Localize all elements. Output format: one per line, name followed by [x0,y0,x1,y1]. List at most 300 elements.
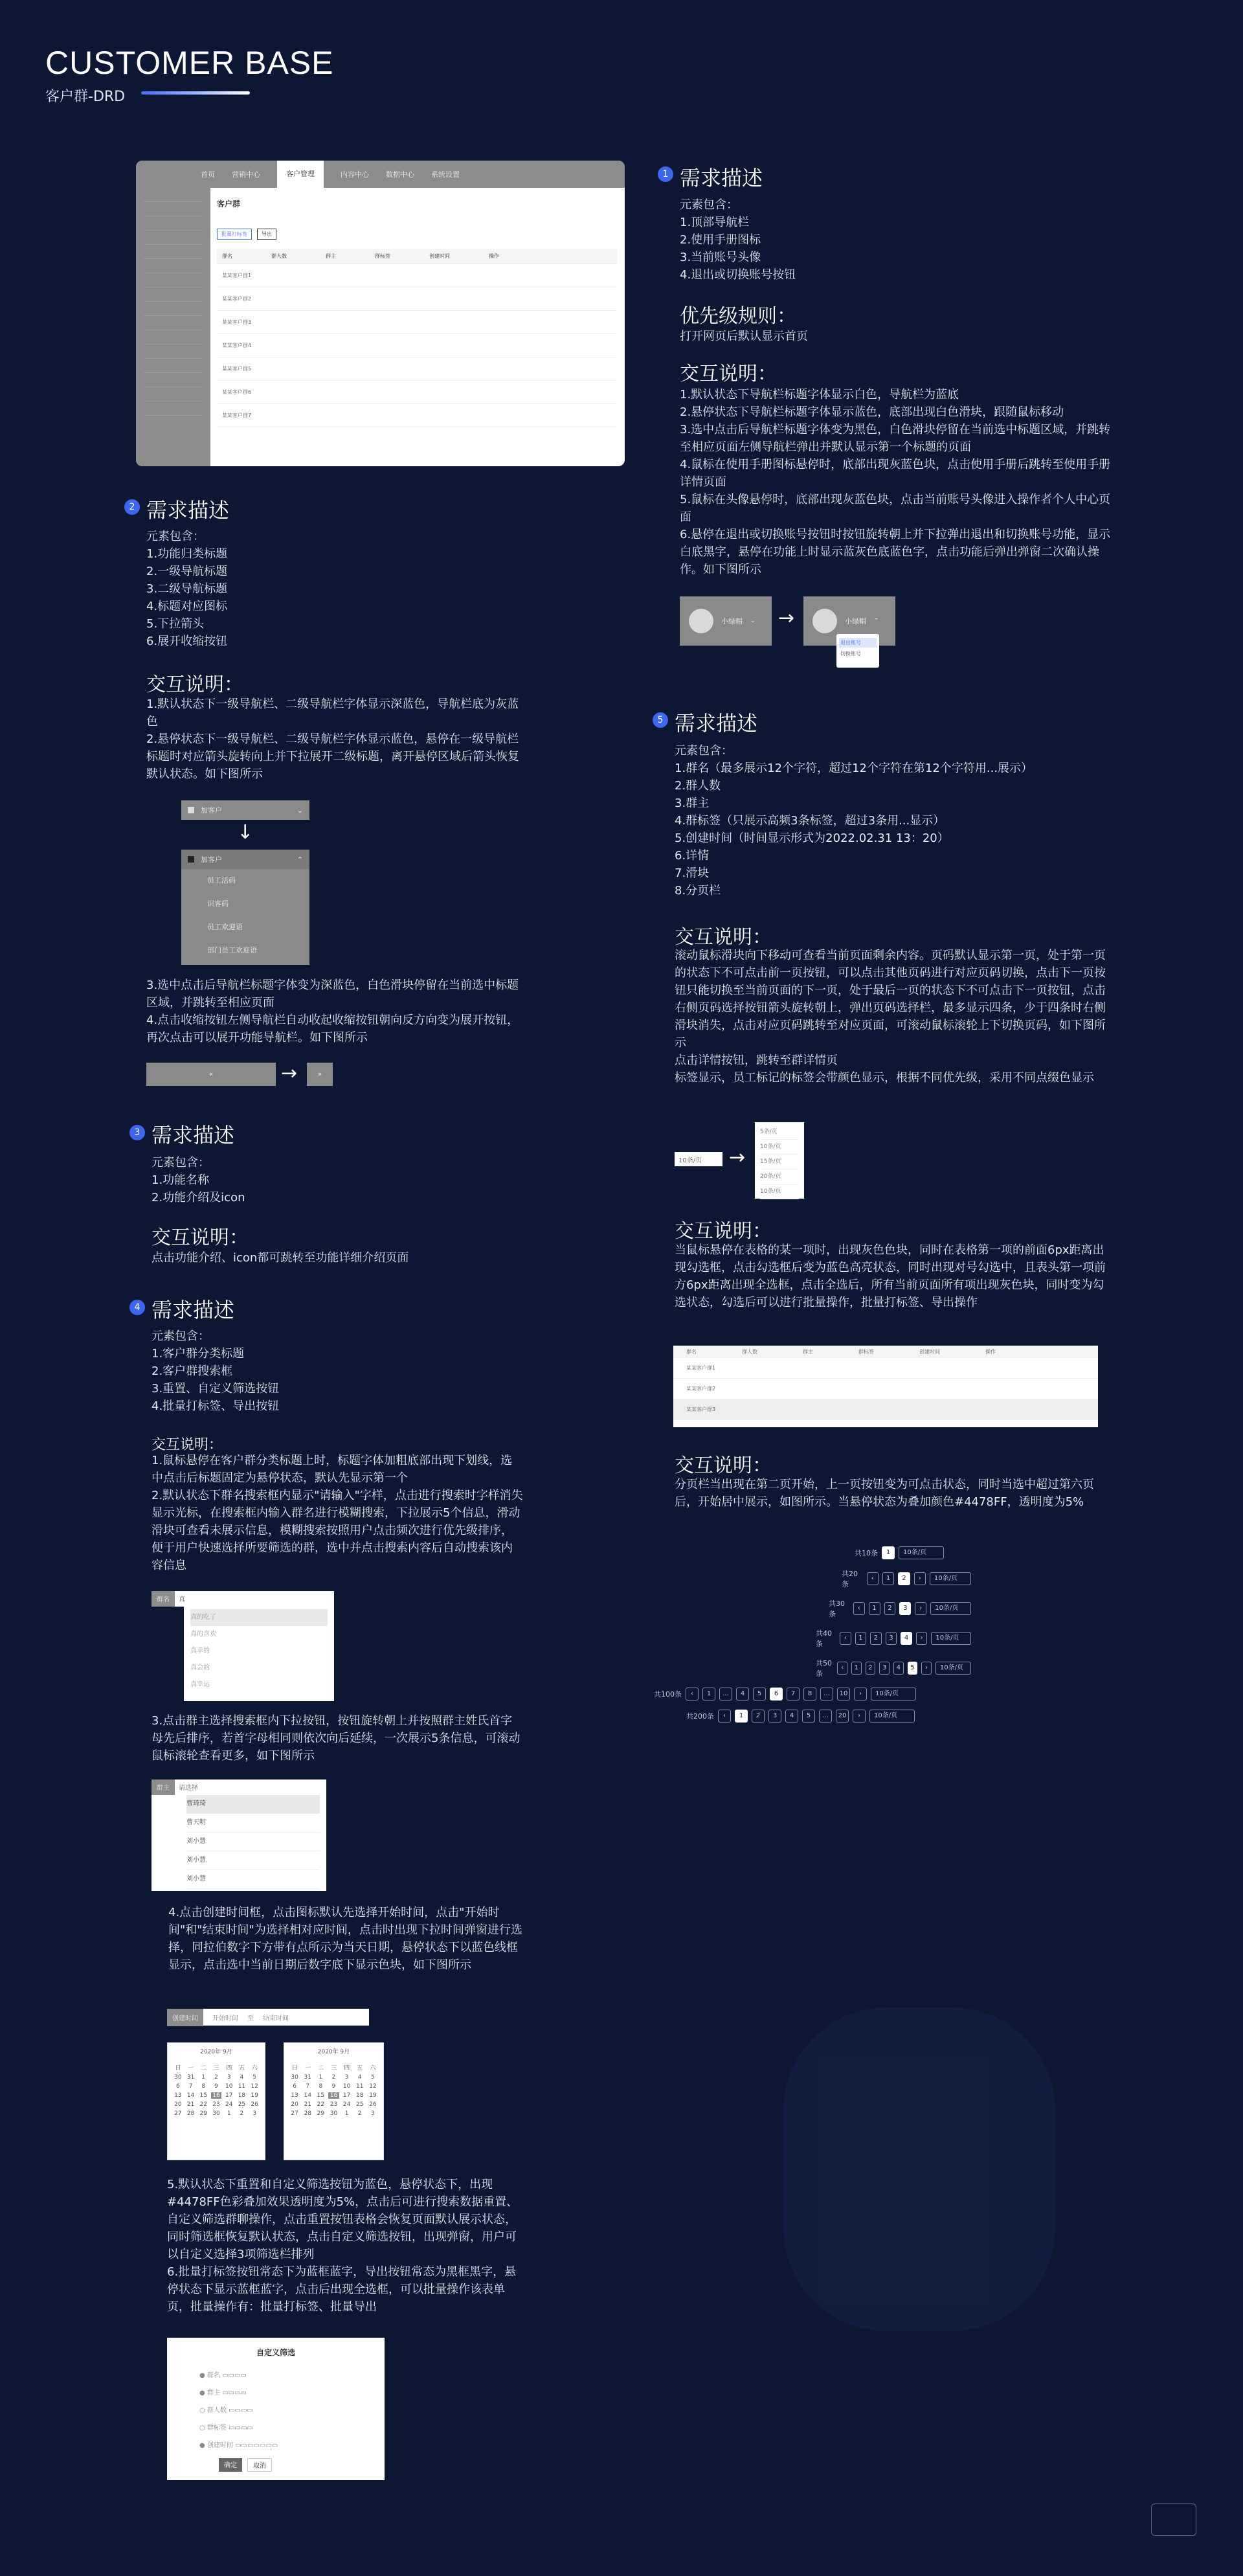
page-size-select[interactable]: 10条/页 [675,1152,722,1166]
column-header: 群人数 [271,253,287,259]
calendar-day[interactable]: 8 [201,2083,206,2090]
calendar-day[interactable]: 1 [344,2110,349,2117]
customer-base-screenshot [136,161,625,466]
pagination [829,1598,971,1619]
total-count: 共40条 [816,1629,832,1648]
calendar-grid [168,2059,265,2121]
export-button[interactable]: 导出 [257,229,276,240]
calendar-day[interactable]: 22 [199,2101,207,2108]
account-menu [836,634,879,668]
calendar-day[interactable]: 21 [304,2101,311,2108]
column-header: 群标签 [858,1349,874,1355]
priority-title: 优先级规则： [680,305,796,328]
interaction-text: 1.默认状态下一级导航栏、二级导航栏字体显示深蓝色，导航栏底为灰蓝色 2.悬停状态下一级导航栏、二级导航栏字体显示蓝色，悬停在一级导航栏标题时对应箭头旋转向上并下拉展开二级标题，离开悬停区域后箭头恢复默认状态。如下图所示 [146,697,519,781]
calendar-day[interactable]: 7 [188,2083,193,2090]
range-separator: 至 [247,2015,254,2022]
section-elements: 元素包含： 1.功能归类标题 2.一级导航标题 3.二级导航标题 4.标题对应图标 5.下拉箭头 6.展开收缩按钮 [146,530,228,648]
search-demo [151,1591,334,1701]
list-item[interactable]: 真的吃了 [190,1609,328,1626]
section-number: 4 [129,1300,145,1315]
owner-label: 群主 [151,1779,175,1795]
chevron-up-icon: ⌃ [297,855,303,864]
weekday-label: 一 [304,2065,311,2072]
next-page-button[interactable]: › [914,1572,926,1585]
section-number: 5 [653,712,668,728]
interaction-text: 1.默认状态下导航栏标题字体显示白色，导航栏为蓝底 2.悬停状态下导航栏标题字体显示蓝色，底部出现白色滑块，跟随鼠标移动 3.选中点击后导航栏标题字体变为黑色，白色滑块停留在当前选中标题区域，并跳转至相应页面左侧导航栏弹出并默认显示第一个标题的页面 4.鼠标在使用手册图标悬停时，底部出现灰蓝色块，点击使用手册后跳转至使用手册详情页面 5.鼠标在头像悬停时，底部出现灰蓝色块，点击当前账号头像进入操作者个人中心页面 6.悬停在退出或切换账号按钮时按钮旋转朝上并下拉弹出退出和切换账号功能，显示白底黑字，悬停在功能上时显示蓝灰色底蓝色字，点击功能后弹出弹窗二次确认操作。如下图所示 [680,388,1111,576]
page-button[interactable]: 3 [879,1662,890,1675]
time-range-input[interactable] [167,2009,369,2026]
page-button[interactable]: 20 [836,1710,849,1723]
confirm-button[interactable]: 确定 [219,2458,242,2472]
column-header: 群主 [803,1349,813,1355]
owner-option[interactable]: 刘小慧 [186,1851,320,1870]
prev-page-button[interactable]: ‹ [686,1688,699,1700]
arrow-down-icon: ↓ [237,821,254,844]
calendar-day[interactable]: 8 [319,2083,323,2090]
page-button[interactable]: 5 [802,1710,815,1723]
table-demo [673,1346,1098,1427]
interaction-title: 交互说明： [675,1220,772,1243]
table-header [217,249,617,264]
calendar-day[interactable]: 9 [331,2083,336,2090]
chevron-down-icon: ⌄ [297,806,303,815]
page-size-option[interactable]: 10条/页 [760,1184,799,1199]
page-title: CUSTOMER BASE [45,45,334,81]
top-nav [136,161,625,188]
calendar-popup [284,2042,384,2160]
page-button[interactable]: 2 [752,1710,765,1723]
page-size-select[interactable]: 10条/页 [871,1688,916,1700]
weekday-label: 三 [213,2065,219,2072]
filter-option[interactable]: ○ 群标签 ▭▭▭▭ [199,2424,253,2432]
batch-tag-button[interactable]: 批量打标签 [217,229,252,240]
calendar-day[interactable]: 6 [293,2083,297,2090]
table-row[interactable] [217,381,617,404]
calendar-day[interactable]: 5 [252,2074,256,2081]
calendar-day[interactable]: 2 [214,2074,218,2081]
page-size-select[interactable]: 10条/页 [899,1546,944,1559]
calendar-day[interactable]: 14 [304,2092,311,2099]
menu-collapsed[interactable] [181,800,309,820]
page-size-select[interactable]: 10条/页 [931,1632,971,1645]
page-button[interactable]: 1 [882,1546,895,1559]
calendar-day[interactable]: 4 [240,2074,244,2081]
section-elements: 元素包含： 1.功能名称 2.功能介绍及icon [151,1156,245,1204]
total-count: 共200条 [686,1712,714,1721]
breadcrumb: 客户群 [217,199,241,209]
menu-item-switch[interactable]: 切换账号 [840,651,861,657]
page-button[interactable]: 2 [866,1662,876,1675]
calendar-day[interactable]: 3 [252,2110,256,2117]
side-nav [136,188,210,466]
chevron-down-icon[interactable]: ⌄ [750,618,756,624]
nav-item[interactable]: 客户管理 [277,161,324,188]
account-name: 小绿帽 [845,617,866,626]
next-page-button[interactable]: › [915,1602,926,1615]
table-row[interactable] [217,288,617,311]
page-button[interactable]: 4 [736,1688,749,1700]
owner-option[interactable]: 曹天明 [186,1814,320,1833]
calendar-day[interactable]: 11 [356,2083,364,2090]
calendar-day[interactable]: 25 [238,2101,246,2108]
calendar-popup [167,2042,265,2160]
section-number: 2 [124,499,140,515]
pagination [654,1688,971,1700]
interaction-text: 滚动鼠标滑块向下移动可查看当前页面剩余内容。页码默认显示第一页，处于第一页的状态下不可点击前一页按钮，可以点击其他页码进行对应页码切换，点击下一页按钮只能切换至当前页面的下一页，处于最后一页的状态下不可点击下一页按钮，点击右侧页码选择按钮箭头旋转朝上，弹出页码选择栏，最多显示四条，少于四条时右侧滑块消失，点击对应页码跳转至对应页面，可滚动鼠标滚轮上下切换页码，如下图所示 点击详情按钮，跳转至群详情页 标签显示，员工标记的标签会带颜色显示，根据不同优先级，采用不同点缀色显示 [675,949,1106,1085]
calendar-day[interactable]: 29 [317,2110,325,2117]
weekday-label: 六 [370,2065,376,2072]
time-end[interactable]: 结束时间 [263,2015,289,2022]
calendar-day[interactable]: 24 [342,2101,351,2108]
menu-item-logout[interactable]: 退出账号 [839,638,877,648]
calendar-day[interactable]: 2 [331,2074,336,2081]
search-input[interactable]: 真 [179,1596,185,1603]
owner-option[interactable]: 刘小慧 [186,1833,320,1851]
section-title: 需求描述 [675,711,758,736]
section-title: 需求描述 [146,498,230,523]
list-item[interactable]: 真会的 [190,1664,210,1671]
calendar-day[interactable]: 20 [174,2101,182,2108]
arrow-right-icon: → [281,1062,298,1085]
column-header: 群人数 [742,1349,757,1355]
weekday-label: 四 [344,2065,350,2072]
owner-option[interactable]: 刘小慧 [186,1870,320,1889]
interaction-title: 交互说明： [146,673,243,696]
interaction-text: 分页栏当出现在第二页开始，上一页按钮变为可点击状态，同时当选中超过第六页后，开始居中展示，如图所示。当悬停状态为叠加颜色#4478FF，透明度为5% [675,1478,1094,1509]
calendar-day[interactable]: 11 [238,2083,246,2090]
group-name: 某某客户群4 [222,343,252,348]
table-row[interactable] [217,334,617,357]
calendar-day[interactable]: 30 [212,2110,220,2117]
submenu-item[interactable]: 部门员工欢迎语 [207,946,257,955]
group-name: 某某客户群3 [686,1407,716,1412]
search-label: 群名 [151,1591,175,1607]
page-button[interactable]: 1 [855,1632,867,1645]
filter-options [167,2367,385,2454]
calendar-day[interactable]: 27 [174,2110,182,2117]
page-button[interactable]: 7 [787,1688,800,1700]
page-button[interactable]: ... [820,1688,833,1700]
section-elements: 元素包含： 1.群名（最多展示12个字符，超过12个字符在第12个字符用...展示） 2.群人数 3.群主 4.群标签（只展示高频3条标签，超过3条用...显示） 5.创建时间（时间显示形式为2022.02.31 13：20） 6.详情 7.滑块 8.分页栏 [675,744,1033,898]
calendar-day[interactable]: 17 [342,2092,351,2099]
next-page-button[interactable]: › [854,1688,867,1700]
filter-option[interactable]: ● 群名 ▭▭▭▭ [199,2372,247,2379]
submenu-item[interactable]: 员工欢迎语 [207,923,243,931]
nav-item[interactable]: 系统设置 [431,170,460,179]
interaction-text: 5.默认状态下重置和自定义筛选按钮为蓝色，悬停状态下，出现#4478FF色彩叠加效果透明度为5%，点击后可进行搜索数据重置、自定义筛选群聊操作，点击重置按钮表格会恢复页面默认展示状态，同时筛选框恢复默认状态，点击自定义筛选按钮，出现弹窗，用户可以自定义选择3项筛选栏排列 6.批量打标签按钮常态下为蓝框蓝字，导出按钮常态为黑框黑字，悬停状态下显示蓝框蓝字，点击后出现全选框，可以批量操作该表单页，批量操作有：批量打标签、批量导出 [167,2178,519,2314]
column-header: 群标签 [375,253,390,259]
weekday-label: 日 [291,2065,298,2072]
weekday-label: 五 [238,2065,245,2072]
column-header: 群名 [222,253,232,259]
page-size-option[interactable]: 20条/页 [760,1169,799,1184]
calendar-day[interactable]: 3 [371,2110,375,2117]
interaction-title: 交互说明： [680,363,777,385]
group-name: 某某客户群3 [222,319,252,325]
page-button[interactable]: 3 [899,1602,911,1615]
calendar-day[interactable]: 1 [201,2074,206,2081]
calendar-day[interactable]: 16 [211,2092,221,2099]
page-button[interactable]: 2 [884,1602,896,1615]
next-page-button[interactable]: › [921,1662,932,1675]
calendar-day[interactable]: 14 [186,2092,195,2099]
weekday-label: 日 [175,2065,181,2072]
prev-page-button[interactable]: ‹ [840,1632,851,1645]
page-button[interactable]: 5 [908,1662,918,1675]
calendar-day[interactable]: 17 [225,2092,233,2099]
page-button[interactable]: 1 [882,1572,894,1585]
calendar-day[interactable]: 28 [304,2110,311,2117]
calendar-day[interactable]: 15 [199,2092,207,2099]
arrow-right-icon: → [778,607,795,629]
prev-page-button[interactable]: ‹ [718,1710,731,1723]
weekday-label: 三 [330,2065,337,2072]
group-name: 某某客户群5 [222,366,252,372]
total-count: 共50条 [816,1659,832,1678]
page-button[interactable]: 8 [803,1688,816,1700]
nav-item[interactable]: 数据中心 [386,170,414,179]
table-row[interactable] [217,404,617,427]
page-button[interactable]: 1 [851,1662,862,1675]
calendar-day[interactable]: 31 [304,2074,311,2081]
calendar-day[interactable]: 30 [330,2110,338,2117]
section-elements: 元素包含： 1.顶部导航栏 2.使用手册图标 3.当前账号头像 4.退出或切换账号按钮 [680,198,796,282]
page-button[interactable]: 2 [870,1632,882,1645]
list-item[interactable]: 真的喜欢 [190,1631,216,1638]
interaction-title: 交互说明： [675,926,772,949]
list-item[interactable]: 真幸运 [190,1681,210,1688]
pagination [686,1710,971,1723]
menu-icon [188,807,194,813]
calendar-title: 2020年 9月 [200,2049,232,2055]
calendar-day[interactable]: 6 [175,2083,180,2090]
page-button[interactable]: 1 [869,1602,880,1615]
calendar-day[interactable]: 23 [212,2101,220,2108]
avatar [689,609,713,633]
next-page-button[interactable]: › [853,1710,866,1723]
section-elements: 元素包含： 1.客户群分类标题 2.客户群搜索框 3.重置、自定义筛选按钮 4.批量打标签、导出按钮 [151,1329,280,1413]
submenu-item[interactable]: 员工活码 [207,876,236,885]
page-size-options [755,1122,804,1199]
calendar-day[interactable]: 25 [356,2101,364,2108]
calendar-day[interactable]: 26 [369,2101,377,2108]
interaction-title: 交互说明： [675,1454,772,1477]
pagination [816,1628,971,1649]
pagination [816,1658,971,1678]
page-size-option[interactable]: 10条/页 [760,1140,799,1155]
table-row[interactable] [673,1379,1098,1399]
prev-page-button[interactable]: ‹ [853,1602,865,1615]
nav-item[interactable]: 首页 [201,170,215,179]
account-default [680,596,772,646]
calendar-day[interactable]: 29 [199,2110,207,2117]
interaction-title: 交互说明： [151,1437,223,1453]
prev-page-button[interactable]: ‹ [837,1662,847,1675]
weekday-label: 五 [357,2065,363,2072]
page-button[interactable]: 1 [702,1688,715,1700]
calendar-day[interactable]: 21 [186,2101,195,2108]
group-name: 某某客户群2 [686,1386,716,1392]
calendar-day[interactable]: 3 [344,2074,349,2081]
page-size-option[interactable]: 15条/页 [760,1155,799,1169]
column-header: 创建时间 [429,253,450,259]
list-item[interactable]: 真幸的 [190,1647,210,1655]
menu-label: 加客户 [201,806,222,815]
avatar [812,609,837,633]
page-button[interactable]: 3 [768,1710,781,1723]
pager-examples [647,1546,971,1732]
calendar-day[interactable]: 28 [186,2110,195,2117]
calendar-day[interactable]: 13 [291,2092,298,2099]
calendar-day[interactable]: 10 [225,2083,233,2090]
table-row[interactable] [673,1399,1098,1420]
weekday-label: 六 [251,2065,258,2072]
calendar-day[interactable]: 12 [251,2083,258,2090]
calendar-day[interactable]: 7 [306,2083,310,2090]
calendar-day[interactable]: 30 [291,2074,298,2081]
table-row[interactable] [217,357,617,381]
table-row[interactable] [217,264,617,288]
logo-icon [1151,2503,1196,2536]
section-number: 1 [658,166,673,182]
calendar-day[interactable]: 27 [291,2110,298,2117]
page-button[interactable]: 6 [770,1688,783,1700]
title-underline [141,91,250,95]
group-name: 某某客户群1 [686,1365,716,1371]
menu-icon [188,856,194,863]
column-header: 群名 [686,1349,697,1355]
arrow-right-icon: → [729,1146,746,1169]
calendar-day[interactable]: 30 [174,2074,182,2081]
menu-label: 加客户 [201,855,222,864]
priority-text: 打开网页后默认显示首页 [680,330,808,343]
section-number: 3 [129,1125,145,1140]
filter-option[interactable]: ● 创建时间 ▭▭▭▭▭▭▭ [199,2442,278,2449]
menu-expanded [181,850,309,965]
calendar-day[interactable]: 31 [186,2074,195,2081]
column-header: 群主 [326,253,336,259]
interaction-text: 点击功能介绍、icon都可跳转至功能详细介绍页面 [151,1251,409,1265]
page-size-option[interactable]: 5条/页 [760,1125,799,1140]
calendar-day[interactable]: 26 [251,2101,258,2108]
next-page-button[interactable]: › [916,1632,928,1645]
owner-input[interactable]: 请选择 [179,1785,198,1792]
group-name: 某某客户群1 [222,273,252,278]
calendar-day[interactable]: 18 [238,2092,246,2099]
page-subtitle: 客户群-DRD [45,89,126,105]
calendar-day[interactable]: 2 [240,2110,244,2117]
column-header: 创建时间 [919,1349,940,1355]
filter-option[interactable]: ● 群主 ▭▭▭▭ [199,2390,247,2397]
page-button[interactable]: ... [719,1688,732,1700]
calendar-day[interactable]: 18 [356,2092,364,2099]
group-name: 某某客户群2 [222,296,252,302]
total-count: 共100条 [654,1690,682,1699]
filter-option[interactable]: ○ 群人数 ▭▭▭▭ [199,2407,253,2414]
nav-item[interactable]: 营销中心 [232,170,260,179]
calendar-day[interactable]: 20 [291,2101,298,2108]
dialog-title: 自定义筛选 [256,2348,295,2357]
calendar-day[interactable]: 22 [317,2101,325,2108]
pagination [842,1568,971,1589]
section-title: 需求描述 [151,1298,235,1322]
screenshot-main [217,198,617,460]
calendar-day[interactable]: 4 [357,2074,362,2081]
section-title: 需求描述 [680,166,763,190]
table-body [217,264,617,427]
page-size-select[interactable]: 10条/页 [930,1572,971,1585]
page-button[interactable]: 2 [898,1572,910,1585]
calendar-title: 2020年 9月 [317,2049,350,2055]
prev-page-button[interactable]: ‹ [867,1572,879,1585]
table-row[interactable] [673,1358,1098,1379]
page-button[interactable]: 4 [785,1710,798,1723]
time-start[interactable]: 开始时间 [212,2015,238,2022]
page-button[interactable]: 5 [753,1688,766,1700]
table-row[interactable] [217,311,617,334]
interaction-text: 3.选中点击后导航栏标题字体变为深蓝色，白色滑块停留在当前选中标题区域，并跳转至相应页面 4.点击收缩按钮左侧导航栏自动收起收缩按钮朝向反方向变为展开按钮，再次点击可以展开功能导航栏。如下图所示 [146,978,519,1045]
calendar-day[interactable]: 10 [342,2083,351,2090]
page-size-select[interactable]: 10条/页 [930,1602,971,1615]
page-button[interactable]: 4 [893,1662,904,1675]
weekday-label: 二 [200,2065,207,2072]
calendar-day[interactable]: 2 [357,2110,362,2117]
total-count: 共20条 [842,1570,858,1588]
submenu-item[interactable]: 识客码 [207,899,229,908]
page-button[interactable]: 1 [735,1710,748,1723]
interaction-text: 1.鼠标悬停在客户群分类标题上时，标题字体加粗底部出现下划线，选中点击后标题固定为悬停状态，默认先显示第一个 2.默认状态下群名搜索框内显示"请输入"字样，点击进行搜索时字样消失显示光标，在搜索框内输入群名进行模糊搜索，下拉展示5个信息，滑动滑块可查看未展示信息，模糊搜索按照用户点击频次进行优先级排序，便于用户快速选择所要筛选的群，选中并点击搜索内容后自动搜索该内容信息 [151,1454,523,1572]
total-count: 共10条 [855,1549,878,1557]
weekday-label: 一 [188,2065,194,2072]
column-header: 操作 [489,253,499,259]
calendar-day[interactable]: 9 [214,2083,218,2090]
interaction-title: 交互说明： [151,1226,249,1249]
calendar-day[interactable]: 24 [225,2101,233,2108]
page-button[interactable]: 3 [886,1632,897,1645]
time-label: 创建时间 [167,2009,203,2026]
calendar-day[interactable]: 5 [371,2074,375,2081]
owner-option[interactable]: 曹琦琦 [186,1795,320,1814]
calendar-day[interactable]: 3 [227,2074,231,2081]
calendar-day[interactable]: 12 [369,2083,377,2090]
page-size-select[interactable]: 10条/页 [935,1662,971,1675]
calendar-day[interactable]: 16 [328,2092,339,2099]
calendar-day[interactable]: 19 [251,2092,258,2099]
calendar-day[interactable]: 1 [227,2110,231,2117]
calendar-day[interactable]: 1 [319,2074,323,2081]
weekday-label: 二 [317,2065,324,2072]
total-count: 共30条 [829,1599,845,1618]
page-button[interactable]: ... [819,1710,832,1723]
account-name: 小绿帽 [721,617,743,626]
calendar-day[interactable]: 15 [317,2092,325,2099]
nav-collapse-button[interactable]: « [146,1063,276,1086]
interaction-text: 当鼠标悬停在表格的某一项时，出现灰色色块，同时在表格第一项的前面6px距离出现勾选框，点击勾选框后变为蓝色高亮状态，同时出现对号勾选中，且表头第一项前方6px距离出现全选框，点击全选后，所有当前页面所有项出现灰色块，同时变为勾选状态，勾选后可以进行批量操作，批量打标签、导出操作 [675,1243,1106,1309]
nav-item[interactable]: 内容中心 [341,170,369,179]
calendar-day[interactable]: 19 [369,2092,377,2099]
chevron-up-icon[interactable]: ⌃ [874,618,879,624]
cancel-button[interactable]: 取消 [247,2458,272,2472]
page-button[interactable]: 10 [837,1688,850,1700]
nav-expand-button[interactable]: » [307,1063,333,1086]
search-dropdown [184,1607,334,1701]
calendar-day[interactable]: 23 [330,2101,338,2108]
calendar-day[interactable]: 13 [174,2092,182,2099]
calendar-grid [284,2059,383,2121]
pagination [855,1546,971,1559]
page-size-select[interactable]: 10条/页 [869,1710,915,1723]
page-button[interactable]: 4 [901,1632,912,1645]
